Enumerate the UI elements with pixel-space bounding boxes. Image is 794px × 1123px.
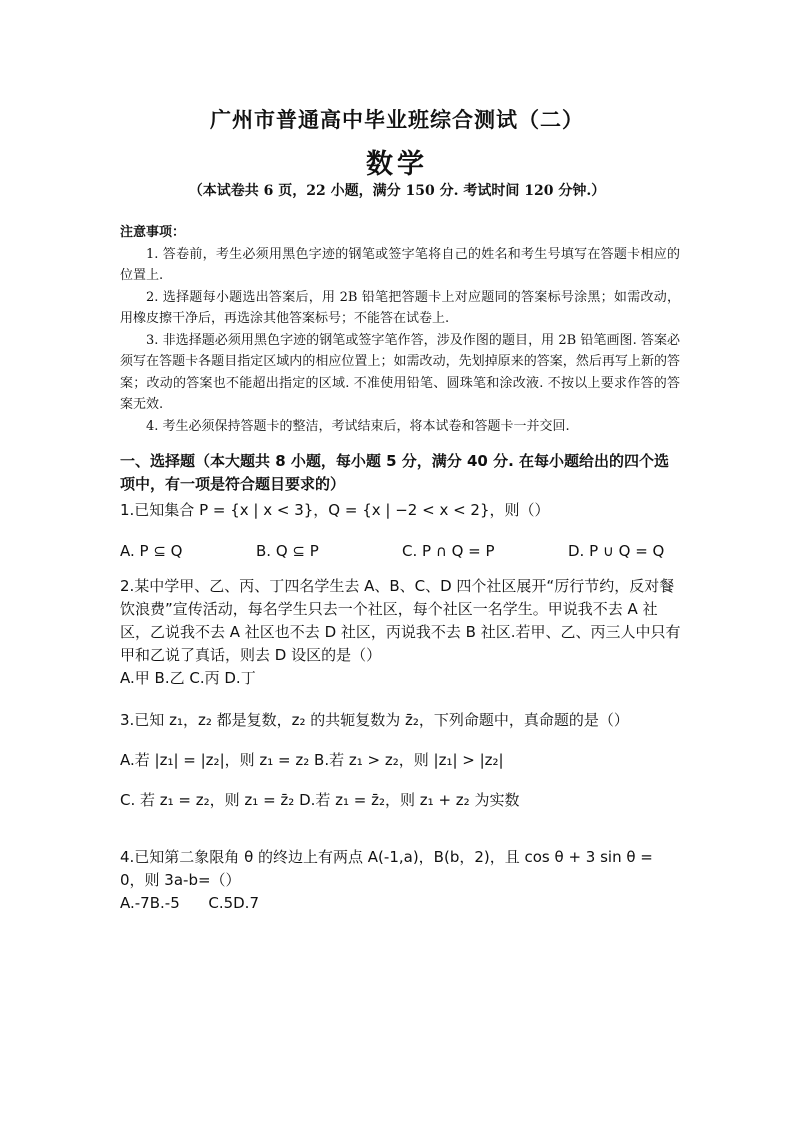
- question-2: [120, 575, 682, 690]
- notice-block: [120, 222, 680, 437]
- question-2-options: A.甲 B.乙 C.丙 D.丁: [120, 669, 256, 687]
- notice-item-2: 2. 选择题每小题选出答案后，用 2B 铅笔把答题卡上对应题同的答案标号涂黑；如需改动，用橡皮擦干净后，再选涂其他答案标号；不能答在试卷上.: [120, 289, 680, 326]
- question-3: [120, 709, 682, 812]
- question-3-options-ab: A.若 |z₁| = |z₂|，则 z₁ = z₂ B.若 z₁ > z₂，则 |z₁| > |z₂|: [120, 751, 504, 769]
- question-2-stem: 2.某中学甲、乙、丙、丁四名学生去 A、B、C、D 四个社区展开“厉行节约，反对餐饮浪费”宣传活动，每名学生只去一个社区，每个社区一名学生。甲说我不去 A 社区，乙说我不去 A 社区也不去 D 社区，丙说我不去 B 社区.若甲、乙、丙三人中只有甲和乙说了真话，则去 D 设区的是（）: [120, 577, 681, 664]
- notice-item-4: 4. 考生必须保持答题卡的整洁，考试结束后，将本试卷和答题卡一并交回.: [146, 418, 570, 434]
- question-4-stem: 4.已知第二象限角 θ 的终边上有两点 A(-1,a)，B(b，2)，且 cos θ + 3 sin θ = 0，则 3a-b=（）: [120, 848, 653, 889]
- notice-item-1: 1. 答卷前，考生必须用黑色字迹的钢笔或签字笔将自己的姓名和考生号填写在答题卡相应的位置上.: [120, 246, 680, 283]
- question-1: [120, 499, 682, 563]
- notice-item-3: 3. 非选择题必须用黑色字迹的钢笔或签字笔作答，涉及作图的题目，用 2B 铅笔画图. 答案必须写在答题卡各题目指定区域内的相应位置上；如需改动，先划掉原来的答案，然后再写上新的答案；改动的答案也不能超出指定的区域. 不准使用铅笔、圆珠笔和涂改液. 不按以上要求作答的答案无效.: [120, 332, 680, 412]
- notice-heading: 注意事项：: [120, 225, 186, 240]
- exam-subject: 数学: [366, 149, 428, 180]
- q1-option-a: A. P ⊆ Q: [120, 542, 183, 560]
- question-1-options: [120, 540, 682, 563]
- question-1-stem: 1.已知集合 P = {x | x < 3}，Q = {x | −2 < x < 2}，则（）: [120, 501, 550, 519]
- question-3-stem: 3.已知 z₁，z₂ 都是复数，z₂ 的共轭复数为 z̄₂，下列命题中，真命题的是（）: [120, 711, 629, 729]
- question-3-options-cd: C. 若 z₁ = z₂，则 z₁ = z̄₂ D.若 z₁ = z̄₂，则 z₁ + z₂ 为实数: [120, 791, 520, 809]
- q1-option-d: D. P ∪ Q = Q: [568, 542, 665, 560]
- question-4-options: A.-7B.-5 C.5D.7: [120, 894, 259, 912]
- question-4: [120, 846, 682, 915]
- q1-option-b: B. Q ⊆ P: [256, 542, 319, 560]
- section-heading: 一、选择题（本大题共 8 小题，每小题 5 分，满分 40 分. 在每小题给出的四个选项中，有一项是符合题目要求的）: [120, 452, 670, 493]
- exam-info: （本试卷共 6 页，22 小题，满分 150 分. 考试时间 120 分钟.）: [188, 183, 606, 199]
- q1-option-c: C. P ∩ Q = P: [402, 542, 495, 560]
- exam-title: 广州市普通高中毕业班综合测试（二）: [210, 107, 584, 132]
